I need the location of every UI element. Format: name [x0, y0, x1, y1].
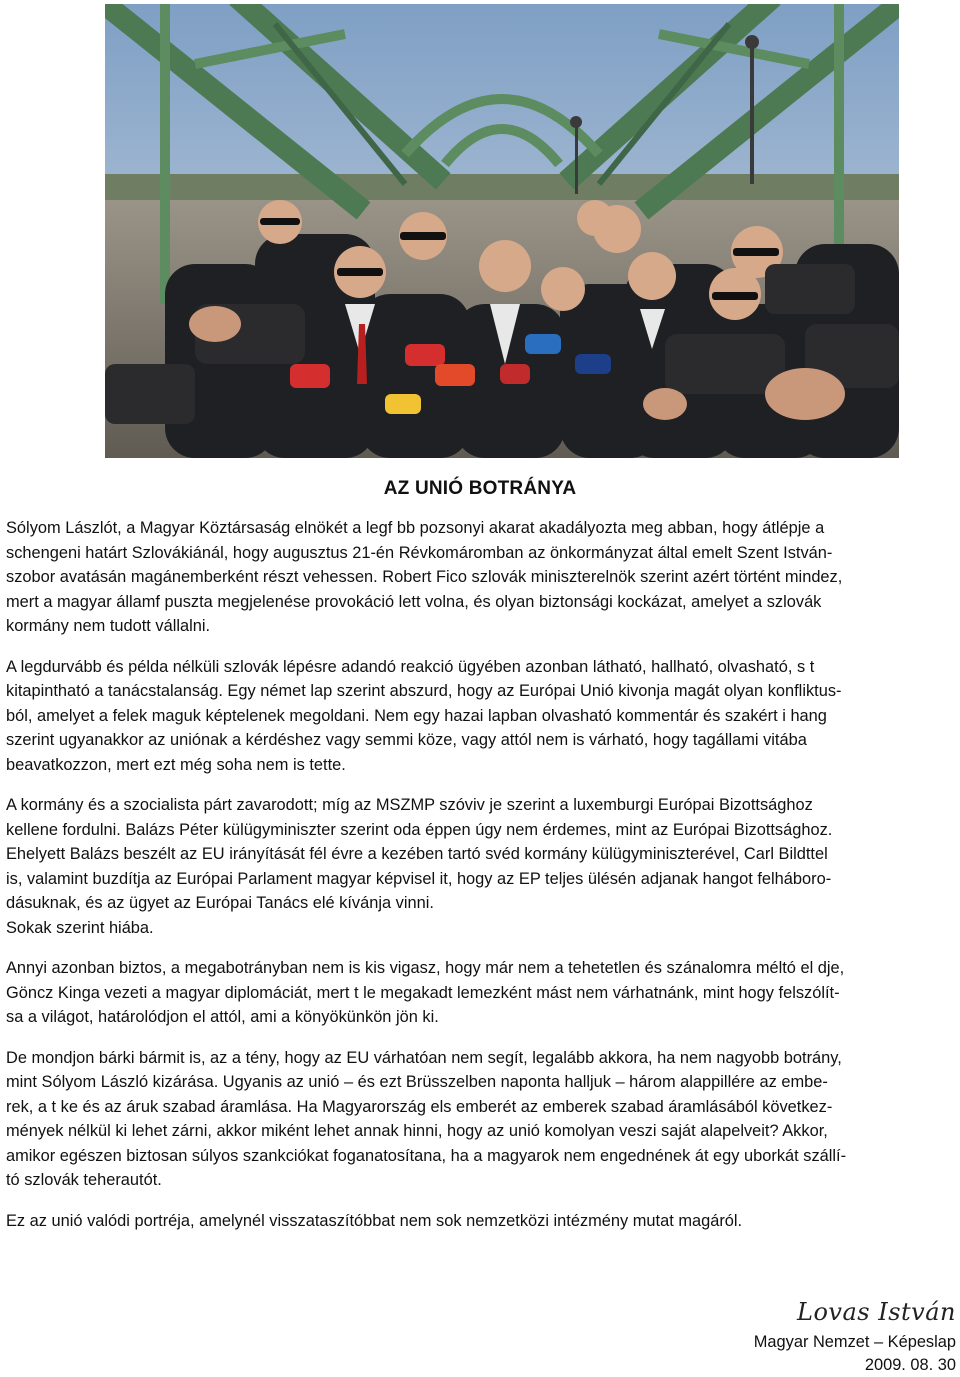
- source-date: 2009. 08. 30: [864, 1356, 956, 1374]
- text-line: Ez az unió valódi portréja, amelynél visszataszítóbbat nem sok nemzetközi intézmény mutat magáról.: [6, 1211, 743, 1230]
- text-line: szerint ugyanakkor az uniónak a kérdéshez vagy semmi köze, vagy attól nem is várható, hogy tagállami vitába: [6, 731, 807, 749]
- paragraph-2: [6, 655, 957, 778]
- text-line: Ehelyett Balázs beszélt az EU irányítását fél évre a kezében tartó svéd kormány külügyminiszterével, Carl Bildttel: [6, 845, 828, 863]
- article-body: [6, 516, 957, 1249]
- text-line: dásuknak, és az ügyet az Európai Tanács elé kívánja vinni.: [6, 894, 434, 912]
- press-crowd-on-bridge-photo: [105, 4, 899, 458]
- text-line: De mondjon bárki bármit is, az a tény, hogy az EU várhatóan nem segít, legalább akkora, ha nem nagyobb botrány,: [6, 1048, 842, 1067]
- paragraph-6: [6, 1209, 957, 1234]
- paragraph-1: [6, 516, 957, 639]
- source-block: [754, 1331, 956, 1377]
- text-line: ból, amelyet a felek maguk képtelenek megoldani. Nem egy hazai lapban olvasható kommentár és szakért i hang: [6, 706, 827, 725]
- source-publication: Magyar Nemzet – Képeslap: [753, 1333, 956, 1351]
- text-line: rek, a t ke és az áruk szabad áramlása. Ha Magyarország els emberét az emberek szabad áramlásából következ-: [6, 1097, 833, 1116]
- paragraph-4: [6, 956, 957, 1030]
- text-line: A legdurvább és példa nélküli szlovák lépésre adandó reakció ügyében azonban látható, hallható, olvasható, s t: [6, 657, 815, 676]
- text-line: Göncz Kinga vezeti a magyar diplomáciát, mert t le megakadt lemezként mást nem várhatnánk, mint hogy felszólít-: [6, 983, 840, 1002]
- text-line: mint Sólyom László kizárása. Ugyanis az unió – és ezt Brüsszelben naponta halljuk – három alappillére az embe-: [6, 1073, 828, 1091]
- text-line: szobor avatásán magánemberként részt vehessen. Robert Fico szlovák miniszterelnök szerint azért történt mindez,: [6, 568, 843, 586]
- text-line: kormány nem tudott vállalni.: [6, 617, 211, 635]
- paragraph-3: [6, 793, 957, 940]
- text-line: beavatkozzon, mert ezt még soha nem is tette.: [6, 755, 346, 774]
- paragraph-5: [6, 1046, 957, 1193]
- text-line: sa a világot, határolódjon el attól, ami a könyökünkön jön ki.: [6, 1008, 439, 1026]
- text-line: A kormány és a szocialista párt zavarodott; míg az MSZMP szóviv je szerint a luxemburgi Európai Bizottsághoz: [6, 796, 813, 814]
- text-line: Sokak szerint hiába.: [6, 918, 154, 937]
- text-line: Annyi azonban biztos, a megabotrányban nem is kis vigasz, hogy már nem a tehetetlen és szánalomra méltó el dje,: [6, 959, 845, 977]
- text-line: mények nélkül ki lehet zárni, akkor miként lehet annak hinni, hogy az unió komolyan veszi saját alapelveit? Akkor,: [6, 1122, 828, 1140]
- text-line: Sólyom Lászlót, a Magyar Köztársaság elnökét a legf bb pozsonyi akarat akadályozta meg abban, hogy átlépje a: [6, 519, 825, 537]
- author-signature: Lovas István: [797, 1298, 956, 1326]
- text-line: tó szlovák teherautót.: [6, 1171, 162, 1189]
- text-line: mert a magyar államf puszta megjelenése provokáció lett volna, és olyan biztonsági kockázat, amelyet a szlovák: [6, 592, 822, 611]
- text-line: amikor egészen biztosan súlyos szankciókat foganatosítana, ha a magyarok nem engednének át egy uborkát szállí-: [6, 1146, 847, 1165]
- text-line: is, valamint buzdítja az Európai Parlament magyar képvisel it, hogy az EP teljes ülésén adjanak hangot felháboro-: [6, 869, 832, 888]
- text-line: kitapintható a tanácstalanság. Egy német lap szerint abszurd, hogy az Európai Unió kivonja magát olyan konfliktus-: [6, 682, 842, 700]
- article-title: AZ UNIÓ BOTRÁNYA: [383, 478, 577, 499]
- press-photo: [105, 4, 899, 458]
- text-line: kellene fordulni. Balázs Péter külügyminiszter szerint oda éppen úgy nem érdemes, mint az Európai Bizottsághoz.: [6, 820, 833, 839]
- text-line: schengeni határt Szlovákiánál, hogy augusztus 21-én Révkomáromban az önkormányzat által emelt Szent István-: [6, 543, 833, 562]
